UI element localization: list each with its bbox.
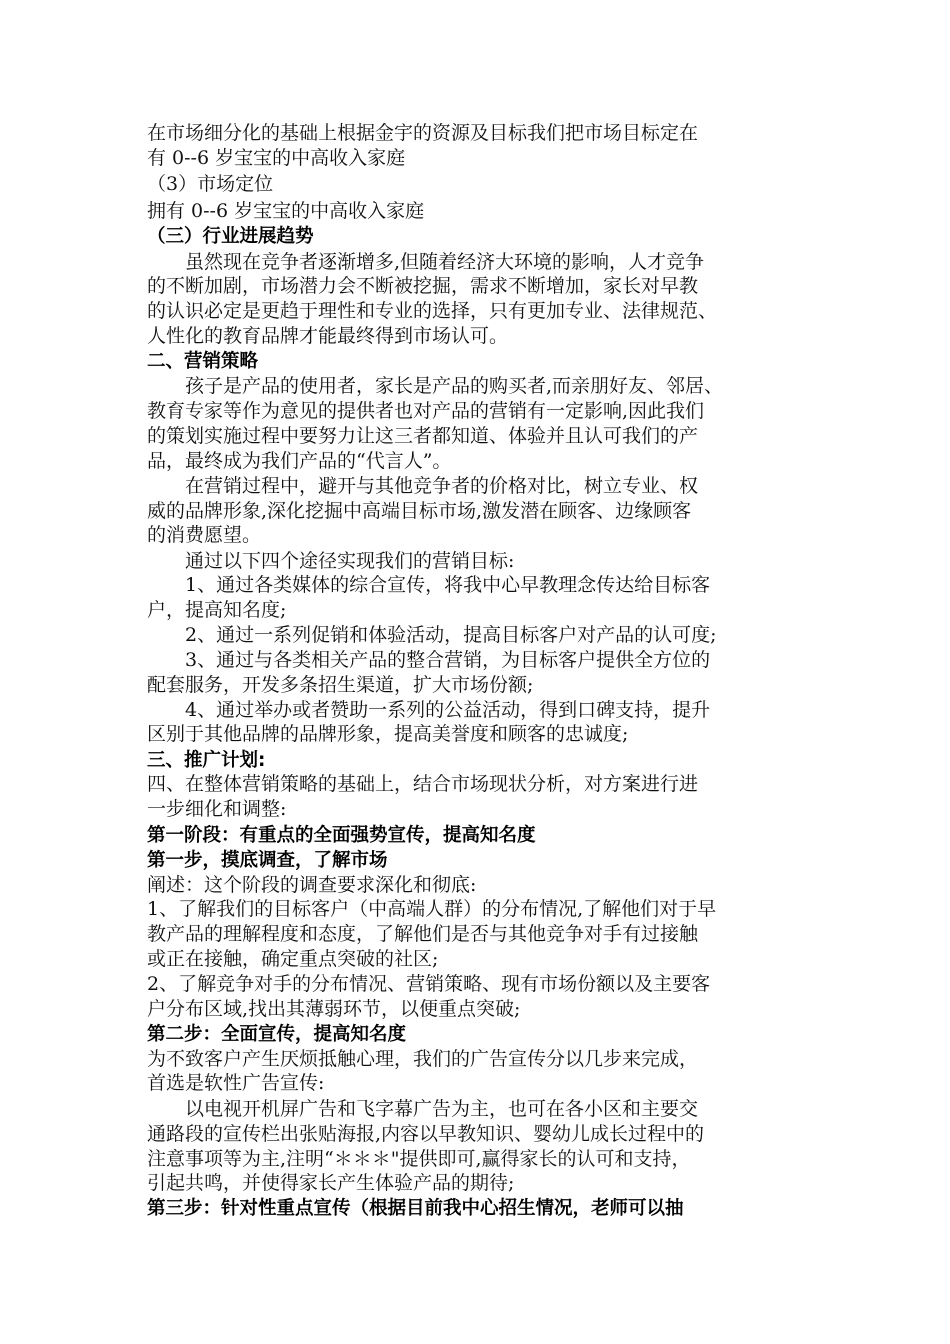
- paragraph-line: 人性化的教育品牌才能最终得到市场认可。: [147, 325, 509, 347]
- section-heading-promotion-plan: 三、推广计划:: [147, 750, 266, 771]
- list-item-line: 教产品的理解程度和态度，了解他们是否与其他竞争对手有过接触: [147, 923, 699, 945]
- phase-heading: 第一阶段：有重点的全面强势宣传，提高知名度: [147, 825, 536, 846]
- paragraph-line: 虽然现在竞争者逐渐增多,但随着经济大环境的影响，人才竞争: [185, 251, 705, 273]
- step-heading: 第三步：针对性重点宣传（根据目前我中心招生情况，老师可以抽: [147, 1198, 684, 1219]
- list-item-line: 3、通过与各类相关产品的整合营销，为目标客户提供全方位的: [185, 649, 711, 671]
- paragraph-line: 教育专家等作为意见的提供者也对产品的营销有一定影响,因此我们: [147, 400, 705, 422]
- paragraph-line: 的策划实施过程中要努力让这三者都知道、体验并且认可我们的产: [147, 425, 699, 447]
- paragraph-line: 通过以下四个途径实现我们的营销目标:: [185, 550, 515, 572]
- paragraph-line: 首选是软性广告宣传:: [147, 1072, 325, 1094]
- body-text-line: 拥有 0--6 岁宝宝的中高收入家庭: [147, 200, 425, 222]
- paragraph-line: 的不断加剧，市场潜力会不断被挖掘，需求不断增加，家长对早教: [147, 275, 699, 297]
- paragraph-line: 品，最终成为我们产品的“代言人”。: [147, 450, 452, 472]
- paragraph-line: 为不致客户产生厌烦抵触心理，我们的广告宣传分以几步来完成，: [147, 1048, 699, 1070]
- list-item-line: 2、通过一系列促销和体验活动，提高目标客户对产品的认可度;: [185, 624, 717, 646]
- paragraph-line: 阐述：这个阶段的调查要求深化和彻底:: [147, 874, 477, 896]
- list-item-line: 或正在接触，确定重点突破的社区;: [147, 948, 439, 970]
- body-text-line: 有 0--6 岁宝宝的中高收入家庭: [147, 147, 406, 169]
- paragraph-line: 注意事项等为主,注明“＊＊＊"提供即可,赢得家长的认可和支持，: [147, 1148, 691, 1170]
- body-text-line: 在市场细分化的基础上根据金宇的资源及目标我们把市场目标定在: [147, 122, 699, 144]
- paragraph-line: 引起共鸣，并使得家长产生体验产品的期待;: [147, 1172, 515, 1194]
- list-item-line: 4、通过举办或者赞助一系列的公益活动，得到口碑支持，提升: [185, 699, 711, 721]
- paragraph-line: 四、在整体营销策略的基础上，结合市场现状分析，对方案进行进: [147, 773, 699, 795]
- list-item-line: 户分布区域,找出其薄弱环节，以便重点突破;: [147, 998, 521, 1020]
- paragraph-line: 孩子是产品的使用者，家长是产品的购买者,而亲朋好友、邻居、: [185, 375, 724, 397]
- paragraph-line: 在营销过程中，避开与其他竞争者的价格对比，树立专业、权: [185, 475, 699, 497]
- list-item-line: 1、通过各类媒体的综合宣传，将我中心早教理念传达给目标客: [185, 574, 711, 596]
- section-heading-marketing-strategy: 二、营销策略: [147, 351, 259, 372]
- paragraph-line: 的认识必定是更趋于理性和专业的选择，只有更加专业、法律规范、: [147, 300, 718, 322]
- paragraph-line: 威的品牌形象,深化挖掘中高端目标市场,激发潜在顾客、边缘顾客: [147, 500, 692, 522]
- list-item-line: 2、了解竞争对手的分布情况、营销策略、现有市场份额以及主要客: [147, 973, 711, 995]
- paragraph-line: 的消费愿望。: [147, 524, 262, 546]
- list-item-line: 户，提高知名度;: [147, 599, 287, 621]
- list-item-line: 配套服务，开发多条招生渠道，扩大市场份额;: [147, 674, 534, 696]
- paragraph-line: 通路段的宣传栏出张贴海报,内容以早教知识、婴幼儿成长过程中的: [147, 1123, 705, 1145]
- paragraph-line: 一步细化和调整:: [147, 798, 287, 820]
- step-heading: 第一步，摸底调查，了解市场: [147, 850, 388, 871]
- subsection-heading: （3）市场定位: [147, 173, 274, 195]
- section-heading-industry-trend: （三）行业进展趋势: [147, 226, 314, 247]
- step-heading: 第二步：全面宣传，提高知名度: [147, 1024, 407, 1045]
- paragraph-line: 以电视开机屏广告和飞字幕广告为主，也可在各小区和主要交: [185, 1098, 699, 1120]
- list-item-line: 区别于其他品牌的品牌形象，提高美誉度和顾客的忠诚度;: [147, 723, 629, 745]
- list-item-line: 1、了解我们的目标客户（中高端人群）的分布情况,了解他们对于早: [147, 898, 717, 920]
